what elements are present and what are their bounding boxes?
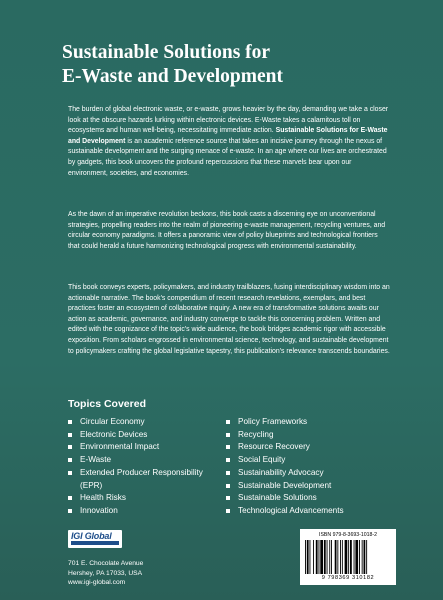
description-paragraph-2: As the dawn of an imperative revolution beckons, this book casts a discerning eye on unconventional strategies, propelling readers into the realm of pioneering e-waste management, recycling ventures, and circular economy paradigms. It offers a panoramic view of policy blueprints and technological frontiers that could herald a future harmonizing technological progress with environmental sustainability. bbox=[68, 211, 386, 250]
topics-column-2 bbox=[226, 416, 396, 518]
bullet-icon bbox=[226, 484, 230, 488]
publisher-logo-bar bbox=[71, 541, 119, 545]
topic-label: Environmental Impact bbox=[80, 442, 160, 452]
book-title bbox=[62, 41, 392, 89]
topic-label: Extended Producer Responsibility (EPR) bbox=[80, 467, 203, 490]
barcode-number: 9 798369 310182 bbox=[321, 575, 375, 581]
publisher-address bbox=[68, 559, 143, 588]
book-title-line-2: E-Waste and Development bbox=[62, 66, 283, 87]
bullet-icon bbox=[226, 433, 230, 437]
publisher-website: www.igi-global.com bbox=[68, 579, 126, 587]
topic-label: Innovation bbox=[80, 505, 118, 515]
topic-item bbox=[226, 454, 396, 467]
address-line-1: 701 E. Chocolate Avenue bbox=[68, 560, 144, 567]
bullet-icon bbox=[68, 496, 72, 500]
topic-item bbox=[68, 454, 218, 467]
topic-label: E-Waste bbox=[80, 455, 112, 465]
topic-item bbox=[226, 429, 396, 442]
p1-rest: is an academic reference source that takes an incisive journey through the nexus of sustainable development and the surging menace of e-waste. In an age where our lives are orchestrated by gadgets, this book uncovers the profound repercussions that these marvels bear upon our environment, societies, and economies. bbox=[68, 137, 387, 177]
topic-item bbox=[226, 480, 396, 493]
publisher-logo bbox=[68, 530, 122, 548]
bullet-icon bbox=[68, 433, 72, 437]
bullet-icon bbox=[68, 471, 72, 475]
p1-intro: The burden of global electronic waste, or e-waste, grows heavier by the day, demanding we take a closer look at the obscure hazards lurking within electronic devices. E-Waste takes a calamitous toll on ecosystems and human well-being, necessitating immediate action. bbox=[68, 106, 389, 135]
topic-label: Technological Advancements bbox=[238, 505, 344, 515]
p1-book-title: Sustainable Solutions for E-Waste and Development bbox=[68, 127, 388, 145]
topic-label: Health Risks bbox=[80, 493, 126, 503]
bullet-icon bbox=[226, 420, 230, 424]
topic-item bbox=[68, 441, 218, 454]
isbn-barcode bbox=[300, 529, 396, 585]
bullet-icon bbox=[68, 458, 72, 462]
topic-label: Circular Economy bbox=[80, 417, 145, 426]
topic-label: Electronic Devices bbox=[80, 429, 148, 439]
bullet-icon bbox=[226, 458, 230, 462]
topic-item bbox=[68, 505, 218, 518]
topic-label: Resource Recovery bbox=[238, 442, 310, 452]
topic-label: Social Equity bbox=[238, 455, 286, 465]
topic-label: Sustainable Development bbox=[238, 480, 332, 490]
topic-item bbox=[226, 505, 396, 518]
topics-column-1 bbox=[68, 416, 218, 518]
topic-item bbox=[226, 416, 396, 429]
bullet-icon bbox=[226, 445, 230, 449]
address-line-2: Hershey, PA 17033, USA bbox=[68, 569, 143, 577]
topic-item bbox=[68, 416, 218, 429]
topic-label: Sustainable Solutions bbox=[238, 493, 317, 503]
bullet-icon bbox=[226, 509, 230, 513]
topic-item bbox=[226, 441, 396, 454]
topic-item bbox=[68, 467, 218, 492]
isbn-label: ISBN 979-8-3693-1018-2 bbox=[319, 532, 377, 538]
bullet-icon bbox=[68, 420, 72, 424]
description-paragraph-1 bbox=[68, 105, 390, 179]
bullet-icon bbox=[226, 496, 230, 500]
book-title-line-1: Sustainable Solutions for bbox=[62, 42, 271, 63]
topic-label: Sustainability Advocacy bbox=[238, 467, 324, 477]
topic-item bbox=[68, 429, 218, 442]
publisher-logo-text: IGI Global bbox=[71, 531, 112, 541]
description-paragraph-3: This book conveys experts, policymakers, and industry trailblazers, fusing interdisciplinary wisdom into an actionable narrative. The book's compendium of recent research revelations, exemplars, and best practices foster an ecosystem of collaborative inquiry. A new era of transformative solutions awaits our action as academic, governance, and industry converge to tackle this concerning problem. Written and edited with the cognizance of the topic's wide audience, the book bridges academic rigor with accessible exposition. From scholars engrossed in environmental science, technology, and sustainable development to policymakers crafting the global legislative tapestry, this publication's relevance transcends boundaries. bbox=[68, 284, 390, 355]
topic-item bbox=[226, 467, 396, 480]
topic-label: Recycling bbox=[238, 429, 274, 439]
barcode-bars bbox=[303, 540, 393, 575]
bullet-icon bbox=[68, 445, 72, 449]
topic-item bbox=[68, 492, 218, 505]
topics-heading: Topics Covered bbox=[68, 398, 146, 410]
bullet-icon bbox=[68, 509, 72, 513]
topic-label: Policy Frameworks bbox=[238, 417, 308, 426]
bullet-icon bbox=[226, 471, 230, 475]
topic-item bbox=[226, 492, 396, 505]
